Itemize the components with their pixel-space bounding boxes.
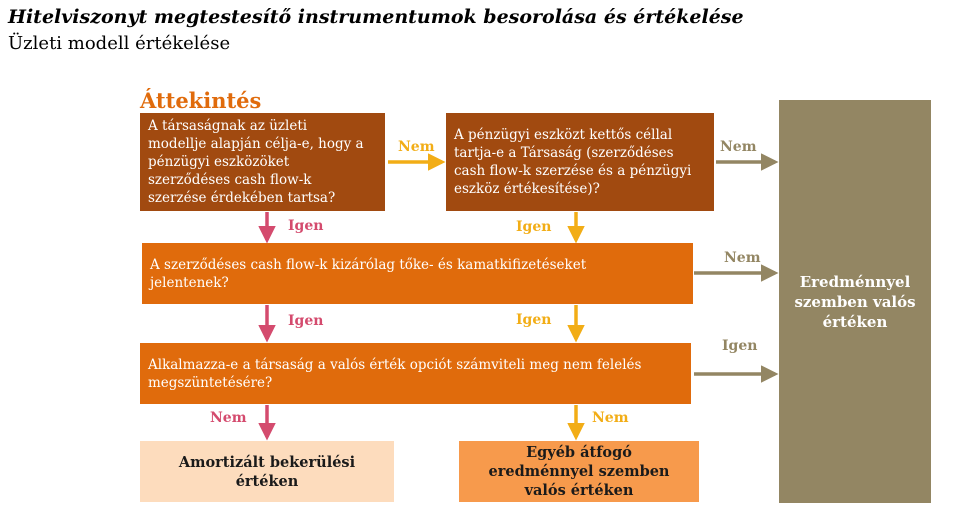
- result-right-line: eredménnyel szemben: [488, 463, 670, 480]
- side-line: Eredménnyel: [799, 272, 911, 291]
- result-amortized-cost: [140, 441, 394, 502]
- q4-line: Alkalmazza-e a társaság a valós érték opciót számviteli meg nem felelés: [148, 356, 642, 373]
- result-left-line: értéken: [235, 472, 299, 490]
- q3-line: jelentenek?: [150, 274, 229, 291]
- q3-line: A szerződéses cash flow-k kizárólag tőke- és kamatkifizetéseket: [150, 256, 587, 273]
- side-line: szemben valós: [794, 292, 916, 311]
- page-title: Hitelviszonyt megtestesítő instrumentumok besorolása és értékelése: [8, 6, 744, 28]
- label-yes-q4: Igen: [722, 338, 758, 354]
- result-fvtpl: [779, 100, 931, 503]
- question-dual-purpose: [446, 113, 714, 211]
- question-fair-value-option: [140, 343, 691, 404]
- label-no-q3: Nem: [724, 250, 761, 266]
- label-no-q4-right: Nem: [592, 410, 629, 426]
- label-no-q1: Nem: [398, 139, 435, 155]
- q1-line: pénzügyi eszközöket: [148, 154, 290, 170]
- question-business-model-hold: [140, 113, 385, 211]
- label-yes-q3-right: Igen: [516, 312, 552, 328]
- result-right-line: Egyéb átfogó: [526, 444, 632, 461]
- q2-line: tartja-e a Társaság (szerződéses: [454, 145, 674, 161]
- q2-line: A pénzügyi eszközt kettős céllal: [454, 127, 673, 143]
- q1-line: modellje alapján célja-e, hogy a: [148, 136, 364, 152]
- label-no-q2: Nem: [720, 139, 757, 155]
- side-line: értéken: [822, 312, 888, 331]
- overview-heading: Áttekintés: [140, 88, 262, 113]
- q2-line: eszköz értékesítése)?: [454, 181, 600, 197]
- label-no-q4-left: Nem: [210, 410, 247, 426]
- q1-line: A társaságnak az üzleti: [148, 118, 308, 134]
- label-yes-q2: Igen: [516, 219, 552, 235]
- page-subtitle: Üzleti modell értékelése: [8, 33, 231, 54]
- result-left-line: Amortizált bekerülési: [178, 453, 356, 471]
- q4-line: megszüntetésére?: [148, 374, 273, 391]
- result-fvoci: [459, 441, 699, 502]
- label-yes-q1: Igen: [288, 218, 324, 234]
- question-sppi: [142, 243, 693, 304]
- q1-line: szerződéses cash flow-k: [148, 172, 312, 188]
- q2-line: cash flow-k szerzése és a pénzügyi: [454, 163, 692, 179]
- label-yes-q3-left: Igen: [288, 313, 324, 329]
- q1-line: szerzése érdekében tartsa?: [148, 190, 336, 206]
- result-right-line: valós értéken: [524, 482, 634, 499]
